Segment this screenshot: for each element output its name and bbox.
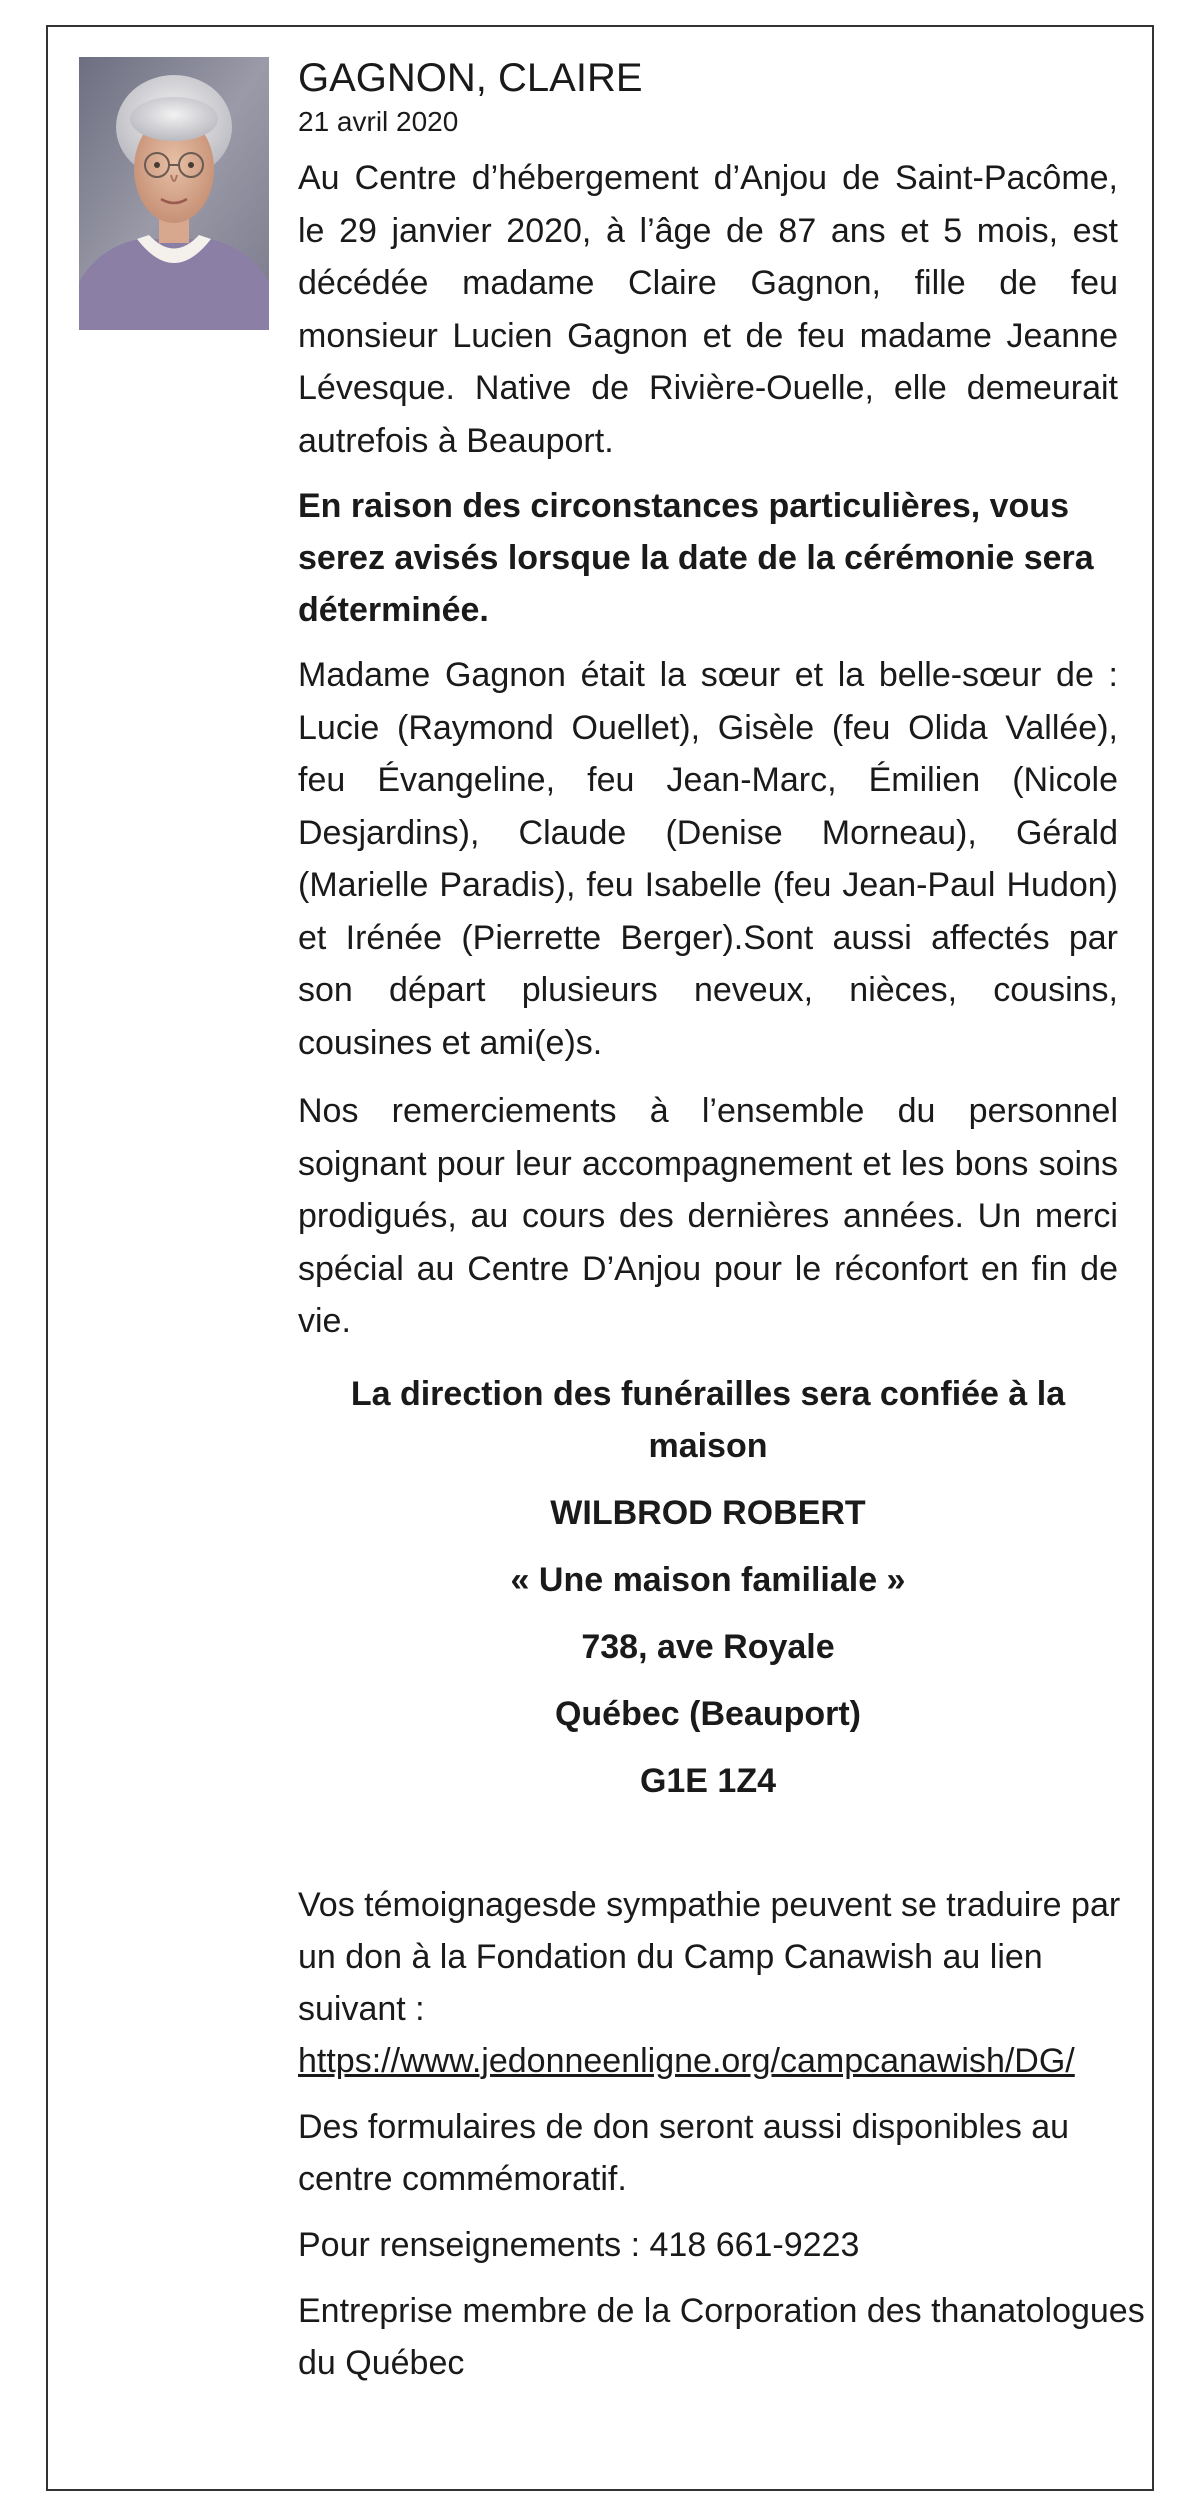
info-phone-text: Pour renseignements : 418 661-9223 <box>298 2225 860 2264</box>
donation-paragraph <box>298 1879 1158 2087</box>
intro-paragraph: Au Centre d’hébergement d’Anjou de Saint-Pacôme, le 29 janvier 2020, à l’âge de 87 ans et 5 mois, est décédée madame Claire Gagnon, fille de feu monsieur Lucien Gagnon et de feu madame Jeanne Lévesque. Native de Rivière-Ouelle, elle demeurait autrefois à Beauport. <box>298 159 1118 460</box>
funeral-home-name: WILBROD ROBERT <box>550 1493 866 1532</box>
publication-date: 21 avril 2020 <box>298 106 459 137</box>
obituary-content <box>298 55 1150 2389</box>
deceased-name: GAGNON, CLAIRE <box>298 56 643 100</box>
thanks-paragraph: Nos remerciements à l’ensemble du personnel soignant pour leur accompagnement et les bons soins prodigués, au cours des dernières années. Un merci spécial au Centre D’Anjou pour le réconfort en fin de vie. <box>298 1092 1118 1340</box>
portrait-photo <box>79 57 269 330</box>
ceremony-notice: En raison des circonstances particulières, vous serez avisés lorsque la date de la cérémonie sera déterminée. <box>298 487 1094 629</box>
funeral-home-tagline: « Une maison familiale » <box>510 1560 906 1599</box>
donation-link[interactable]: https://www.jedonneenligne.org/campcanawish/DG/ <box>298 2041 1075 2080</box>
funeral-home-street: 738, ave Royale <box>581 1627 835 1666</box>
donation-forms-text: Des formulaires de don seront aussi disponibles au centre commémoratif. <box>298 2107 1070 2198</box>
funeral-direction-text: La direction des funérailles sera confiée à la maison <box>350 1374 1066 1465</box>
donation-text: Vos témoignagesde sympathie peuvent se traduire par un don à la Fondation du Camp Canawish au lien suivant : <box>298 1885 1121 2028</box>
corporation-member-text: Entreprise membre de la Corporation des thanatologues du Québec <box>298 2291 1145 2382</box>
funeral-home-city: Québec (Beauport) <box>554 1694 862 1733</box>
funeral-home-postal-code: G1E 1Z4 <box>639 1761 777 1800</box>
family-paragraph: Madame Gagnon était la sœur et la belle-sœur de : Lucie (Raymond Ouellet), Gisèle (feu Olida Vallée), feu Évangeline, feu Jean-Marc, Émilien (Nicole Desjardins), Claude (Denise Morneau), Gérald (Marielle Paradis), feu Isabelle (feu Jean-Paul Hudon) et Irénée (Pierrette Berger).Sont aussi affectés par son départ plusieurs neveux, nièces, cousins, cousines et ami(e)s. <box>298 656 1118 1062</box>
